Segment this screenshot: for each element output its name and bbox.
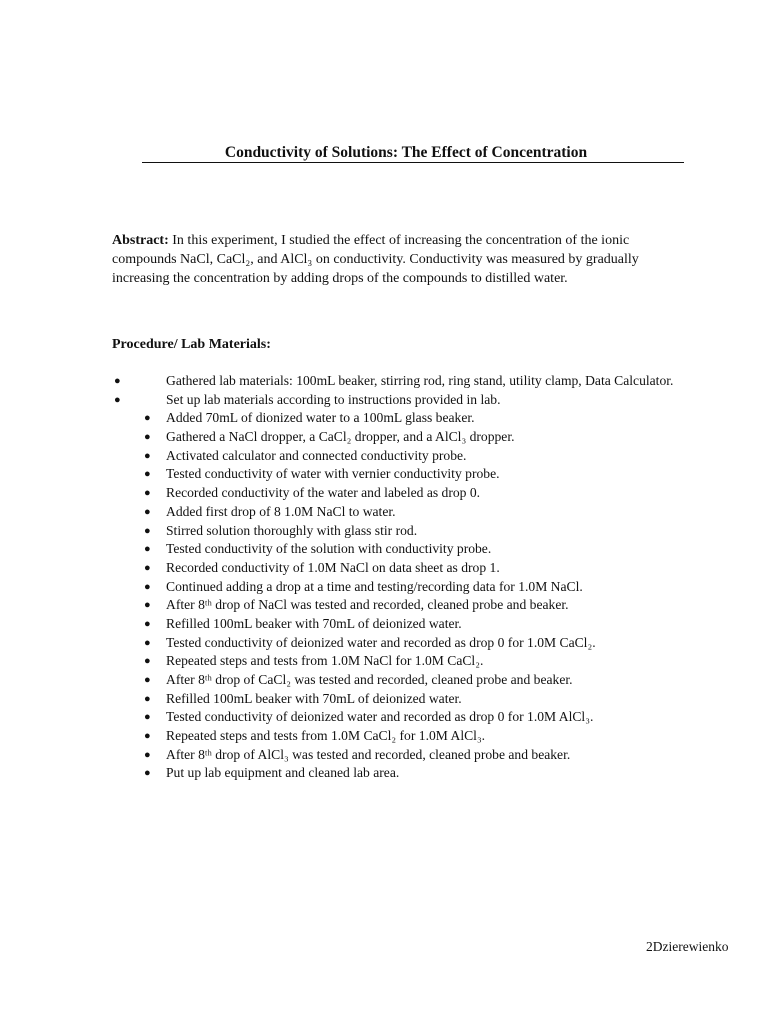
procedure-step [0,465,768,484]
procedure-step [0,372,768,391]
bullet-icon: ● [144,580,151,593]
abstract-text: In this experiment, I studied the effect of increasing the concentration of the ionic compounds NaCl, CaCl₂, and AlCl₃ on conductivity. Conductivity was measured by gradually increasing the concentration by adding drops of the compounds to distilled water. [112,233,639,286]
procedure-step-text: Repeated steps and tests from 1.0M NaCl for 1.0M CaCl₂. [166,653,484,669]
procedure-step [0,484,768,503]
procedure-step-text: Gathered lab materials: 100mL beaker, stirring rod, ring stand, utility clamp, Data Calculator. [166,373,674,388]
procedure-step [0,764,768,783]
bullet-icon: ● [144,449,151,462]
procedure-step [0,671,768,690]
procedure-step-text: Repeated steps and tests from 1.0M CaCl₂ for 1.0M AlCl₃. [166,728,486,744]
bullet-icon: ● [144,711,151,724]
procedure-step-text: Refilled 100mL beaker with 70mL of deionized water. [166,615,462,631]
procedure-step [0,596,768,615]
bullet-icon: ● [144,487,151,500]
abstract-paragraph [112,231,672,288]
procedure-step [0,727,768,746]
bullet-icon: ● [144,636,151,649]
procedure-step-text: After 8ᵗʰ drop of CaCl₂ was tested and recorded, cleaned probe and beaker. [166,672,573,687]
bullet-icon: ● [144,505,151,518]
bullet-icon: ● [144,524,151,537]
bullet-icon: ● [114,393,121,406]
bullet-icon: ● [144,468,151,481]
bullet-icon: ● [144,674,151,686]
procedure-step [0,690,768,709]
procedure-step-text: Put up lab equipment and cleaned lab area. [166,765,400,781]
procedure-step-text: Tested conductivity of water with vernier conductivity probe. [166,466,500,482]
procedure-step [0,428,768,447]
procedure-step [0,409,768,428]
procedure-step [0,559,768,578]
bullet-icon: ● [114,375,121,387]
procedure-step [0,652,768,671]
procedure-step-text: Tested conductivity of deionized water and recorded as drop 0 for 1.0M CaCl₂. [166,634,596,650]
procedure-step-text: Recorded conductivity of the water and labeled as drop 0. [166,485,481,501]
bullet-icon: ● [144,692,151,705]
bullet-icon: ● [144,561,151,574]
procedure-step [0,447,768,466]
procedure-step [0,634,768,653]
bullet-icon: ● [144,599,151,612]
procedure-step [0,578,768,597]
procedure-step-text: Gathered a NaCl dropper, a CaCl₂ dropper, and a AlCl₃ dropper. [166,429,515,445]
procedure-step-text: Added 70mL of dionized water to a 100mL glass beaker. [166,410,475,426]
bullet-icon: ● [144,655,151,668]
procedure-step-text: After 8ᵗʰ drop of AlCl₃ was tested and recorded, cleaned probe and beaker. [166,746,571,762]
procedure-heading: Procedure/ Lab Materials: [112,337,271,352]
bullet-icon: ● [144,748,151,761]
procedure-step-text: Tested conductivity of deionized water and recorded as drop 0 for 1.0M AlCl₃. [166,709,594,725]
abstract-label: Abstract: [112,233,169,248]
procedure-step-text: Refilled 100mL beaker with 70mL of deionized water. [166,690,462,706]
procedure-step-text: Continued adding a drop at a time and testing/recording data for 1.0M NaCl. [166,578,583,594]
procedure-step-text: Recorded conductivity of 1.0M NaCl on data sheet as drop 1. [166,559,500,575]
procedure-step [0,540,768,559]
bullet-icon: ● [144,543,151,556]
bullet-icon: ● [144,431,151,444]
procedure-step-text: Stirred solution thoroughly with glass stir rod. [166,522,418,538]
page-title: Conductivity of Solutions: The Effect of Concentration [224,144,588,161]
bullet-icon: ● [144,767,151,780]
bullet-icon: ● [144,617,151,630]
procedure-step-text: Set up lab materials according to instructions provided in lab. [166,391,501,407]
bullet-icon: ● [144,412,151,425]
procedure-step-text: Activated calculator and connected conductivity probe. [166,447,467,463]
procedure-step [0,503,768,522]
procedure-list [0,372,768,783]
procedure-step-text: Added first drop of 8 1.0M NaCl to water. [166,503,396,519]
bullet-icon: ● [144,730,151,743]
procedure-step [0,708,768,727]
procedure-step-text: After 8ᵗʰ drop of NaCl was tested and recorded, cleaned probe and beaker. [166,597,569,613]
procedure-step [0,615,768,634]
procedure-step-text: Tested conductivity of the solution with conductivity probe. [166,541,492,557]
procedure-step [0,522,768,541]
author-footer: 2Dzierewienko [646,939,729,954]
procedure-step [0,746,768,765]
procedure-step [0,391,768,410]
